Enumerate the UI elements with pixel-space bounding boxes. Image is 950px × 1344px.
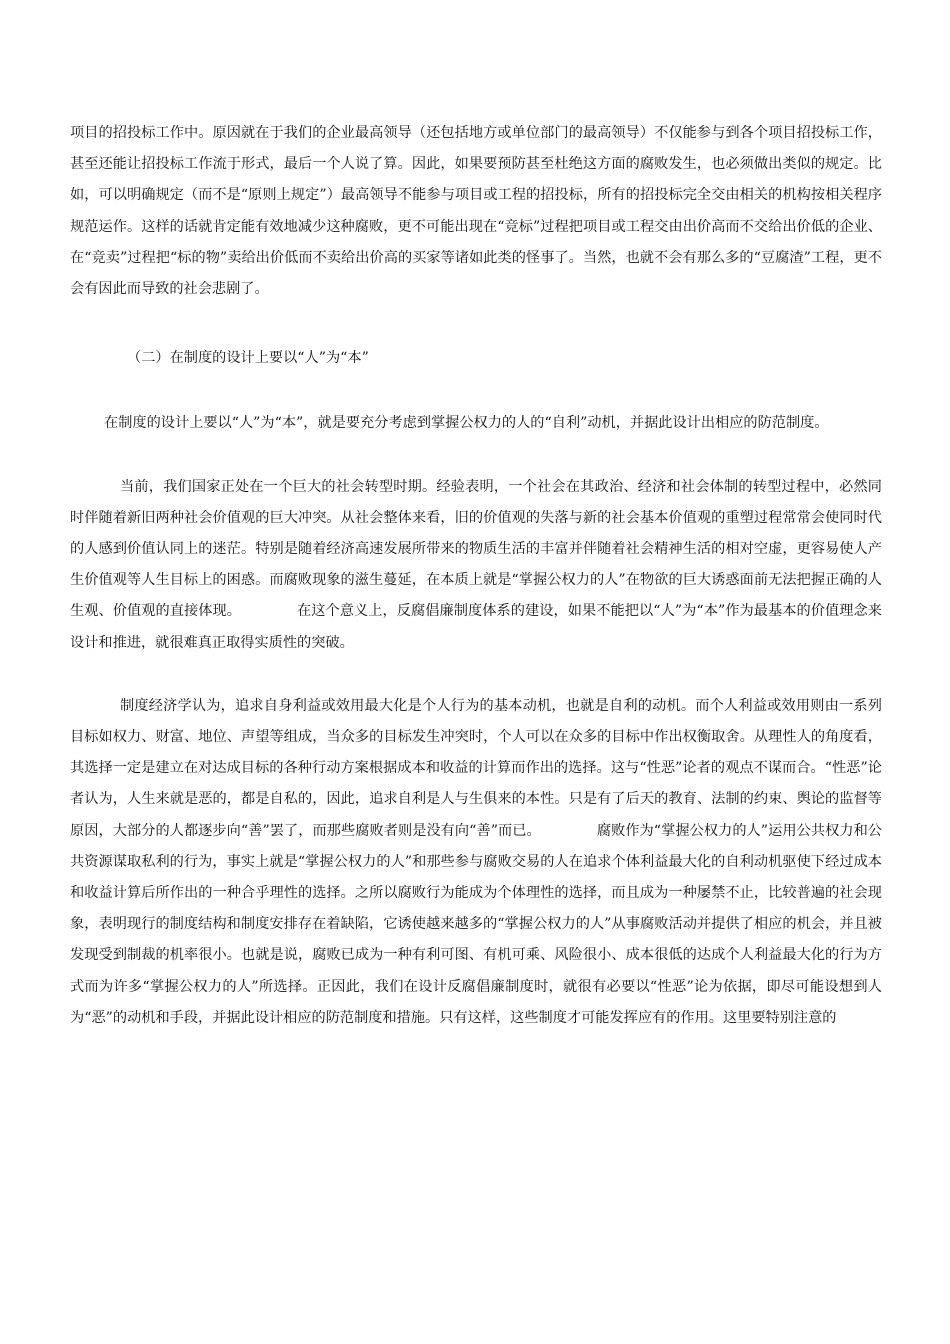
paragraph-institutional-economics xyxy=(70,691,882,1034)
spacer xyxy=(70,440,882,472)
paragraph-bidding: 项目的招投标工作中。原因就在于我们的企业最高领导（还包括地方或单位部门的最高领导）不仅能参与到各个项目招投标工作，甚至还能让招投标工作流于形式，最后一个人说了算。因此，如果要预防甚至杜绝这方面的腐败发生，也必须做出类似的规定。比如，可以明确规定（而不是“原则上规定”）最高领导不能参与项目或工程的招投标，所有的招投标完全交由相关的机构按相关程序规范运作。这样的话就肯定能有效地减少这种腐败，更不可能出现在“竞标”过程把项目或工程交由出价高而不交给出价低的企业、在“竞卖”过程把“标的物”卖给出价低而不卖给出价高的买家等诸如此类的怪事了。当然，也就不会有那么多的“豆腐渣”工程，更不会有因此而导致的社会悲剧了。 xyxy=(70,125,882,298)
document-body xyxy=(70,118,882,1034)
spacer xyxy=(70,374,882,408)
spacer xyxy=(70,659,882,691)
paragraph-text-part-1: 制度经济学认为，追求自身利益或效用最大化是个人行为的基本动机，也就是自利的动机。而个人利益或效用则由一系列目标如权力、财富、地位、声望等组成，当众多的目标发生冲突时，个人可以在众多的目标中作出权衡取舍。从理性人的角度看，其选择一定是建立在对达成目标的各种行动方案根据成本和收益的计算而作出的选择。这与“性恶”论者的观点不谋而合。“性恶”论者认为，人生来就是恶的，都是自私的，因此，追求自利是人与生俱来的本性。只是有了后天的教育、法制的约束、舆论的监督等原因，大部分的人都逐步向“善”罢了，而那些腐败者则是没有向“善”而已。 xyxy=(70,697,882,839)
paragraph-social-transition xyxy=(70,472,882,659)
paragraph-text-part-2: 在这个意义上，反腐倡廉制度体系的建设，如果不能把以“人”为“本”作为最基本的价值理念来设计和推进，就很难真正取得实质性的突破。 xyxy=(70,603,882,651)
section-heading: （二）在制度的设计上要以“人”为“本” xyxy=(127,350,369,367)
paragraph-summary: 在制度的设计上要以“人”为“本”，就是要充分考虑到掌握公权力的人的“自利”动机，并据此设计出相应的防范制度。 xyxy=(104,415,829,432)
paragraph-text-part-1: 当前，我们国家正处在一个巨大的社会转型时期。经验表明，一个社会在其政治、经济和社会体制的转型过程中，必然同时伴随着新旧两种社会价值观的巨大冲突。从社会整体来看，旧的价值观的失落与新的社会基本价值观的重塑过程常常会使同时代的人感到价值认同上的迷茫。特别是随着经济高速发展所带来的物质生活的丰富并伴随着社会精神生活的相对空虚，更容易使人产生价值观等人生目标上的困惑。而腐败现象的滋生蔓延，在本质上就是“掌握公权力的人”在物欲的巨大诱惑面前无法把握正确的人生观、价值观的直接体现。 xyxy=(70,478,882,620)
spacer xyxy=(70,305,882,343)
paragraph-text-part-2: 腐败作为“掌握公权力的人”运用公共权力和公共资源谋取私利的行为，事实上就是“掌握公权力的人”和那些参与腐败交易的人在追求个体利益最大化的自利动机驱使下经过成本和收益计算后所作出的一种合乎理性的选择。之所以腐败行为能成为个体理性的选择，而且成为一种屡禁不止，比较普遍的社会现象，表明现行的制度结构和制度安排存在着缺陷，它诱使越来越多的“掌握公权力的人”从事腐败活动并提供了相应的机会，并且被发现受到制裁的机率很小。也就是说，腐败已成为一种有利可图、有机可乘、风险很小、成本很低的达成个人利益最大化的行为方式而为许多“掌握公权力的人”所选择。正因此，我们在设计反腐倡廉制度时，就很有必要以“性恶”论为依据，即尽可能设想到人为“恶”的动机和手段，并据此设计相应的防范制度和措施。只有这样，这些制度才可能发挥应有的作用。这里要特别注意的 xyxy=(70,822,882,1026)
